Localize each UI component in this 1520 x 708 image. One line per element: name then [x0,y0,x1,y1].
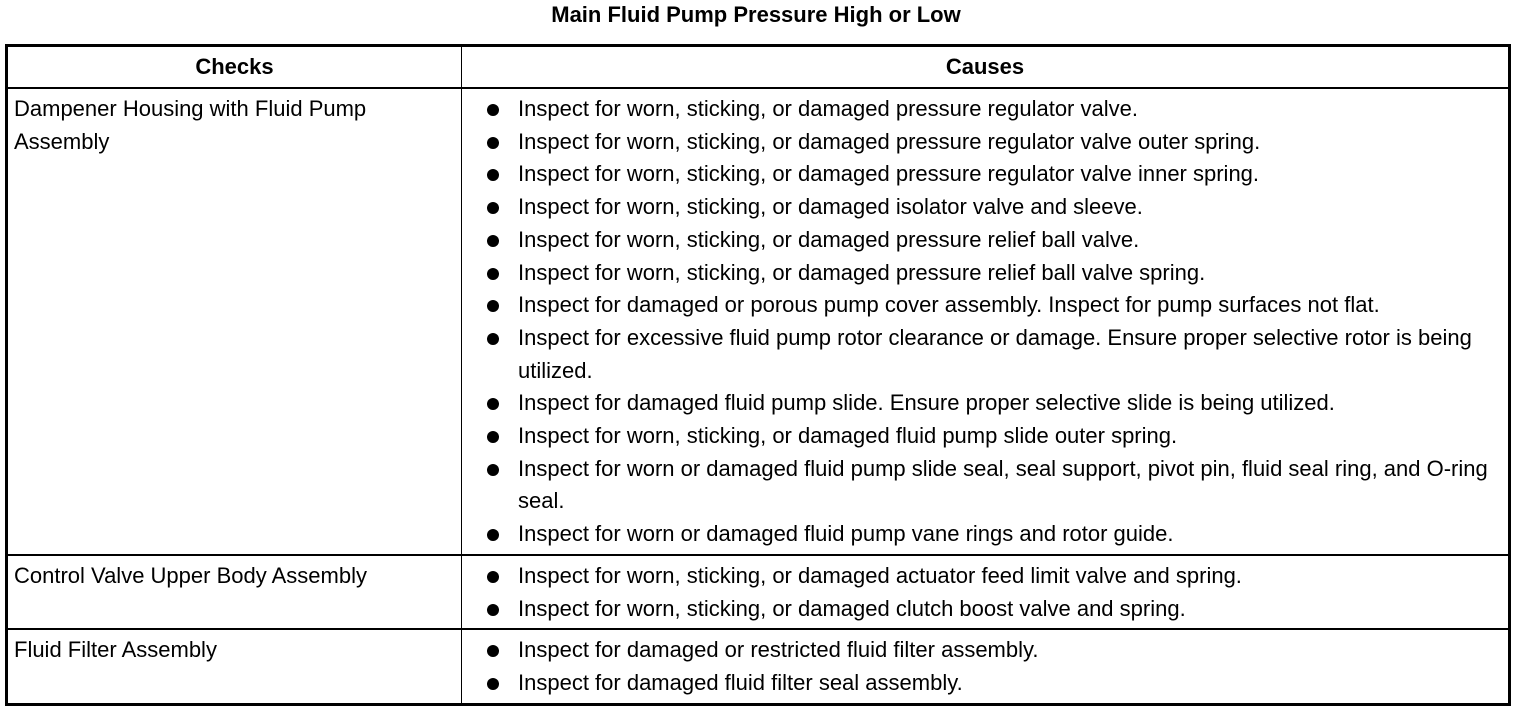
cause-item [462,518,1504,551]
bullet-icon [487,137,499,149]
cause-item [462,420,1504,453]
cause-text: Inspect for worn or damaged fluid pump vane rings and rotor guide. [518,521,1174,547]
bullet-icon [487,529,499,541]
cause-item [462,158,1504,191]
cause-text: Inspect for damaged or restricted fluid filter assembly. [518,637,1039,663]
cause-text: Inspect for worn, sticking, or damaged pressure regulator valve. [518,96,1138,121]
cause-item [462,593,1504,626]
table-row [7,629,1510,704]
cause-text: Inspect for worn, sticking, or damaged fluid pump slide outer spring. [518,423,1178,449]
bullet-icon [487,202,499,214]
causes-list [462,93,1504,551]
bullet-icon [487,678,499,690]
bullet-icon [487,333,499,345]
cause-text: Inspect for worn or damaged fluid pump slide seal, seal support, pivot pin, fluid seal ring, and O-ring seal. [518,455,1488,514]
bullet-icon [487,464,499,476]
bullet-icon [487,645,499,657]
cause-text: Inspect for worn, sticking, or damaged pressure relief ball valve spring. [518,259,1206,285]
cause-item [462,126,1504,159]
cause-text: Inspect for worn, sticking, or damaged isolator valve and sleeve. [518,194,1143,220]
cause-item [462,224,1504,257]
bullet-icon [487,235,499,247]
cause-item [462,257,1504,290]
cause-text: Inspect for worn, sticking, or damaged actuator feed limit valve and spring. [518,562,1242,588]
bullet-icon [487,398,499,410]
cause-text: Inspect for worn, sticking, or damaged pressure regulator valve inner spring. [518,161,1260,187]
cause-item [462,191,1504,224]
cause-text: Inspect for worn, sticking, or damaged pressure regulator valve outer spring. [518,128,1261,154]
bullet-icon [487,268,499,280]
causes-cell [462,629,1510,704]
causes-list [462,634,1504,699]
cause-item [462,667,1504,700]
table-row [7,555,1510,629]
page-title: Main Fluid Pump Pressure High or Low [551,2,961,27]
cause-item [462,322,1504,387]
cause-item [462,93,1504,126]
check-cell: Dampener Housing with Fluid Pump Assembly [7,88,462,555]
causes-cell [462,555,1510,629]
header-row [7,46,1510,89]
bullet-icon [487,300,499,312]
cause-text: Inspect for damaged fluid pump slide. Ensure proper selective slide is being utilized. [518,390,1335,416]
check-cell: Fluid Filter Assembly [7,629,462,704]
cause-text: Inspect for worn, sticking, or damaged pressure relief ball valve. [518,226,1140,252]
causes-cell [462,88,1510,555]
cause-text: Inspect for excessive fluid pump rotor clearance or damage. Ensure proper selective rotor is being utilized. [518,324,1472,383]
causes-list [462,560,1504,625]
diagnostic-table [5,44,1511,706]
cause-item [462,387,1504,420]
bullet-icon [487,431,499,443]
causes-column-header: Causes [462,46,1510,89]
cause-text: Inspect for worn, sticking, or damaged clutch boost valve and spring. [518,595,1186,621]
bullet-icon [487,104,499,116]
bullet-icon [487,604,499,616]
cause-item [462,634,1504,667]
cause-text: Inspect for damaged fluid filter seal assembly. [518,669,963,695]
bullet-icon [487,571,499,583]
cause-item [462,560,1504,593]
cause-text: Inspect for damaged or porous pump cover assembly. Inspect for pump surfaces not flat. [518,292,1380,318]
bullet-icon [487,169,499,181]
table-row [7,88,1510,555]
cause-item [462,289,1504,322]
checks-column-header: Checks [7,46,462,89]
check-cell: Control Valve Upper Body Assembly [7,555,462,629]
cause-item [462,453,1504,518]
